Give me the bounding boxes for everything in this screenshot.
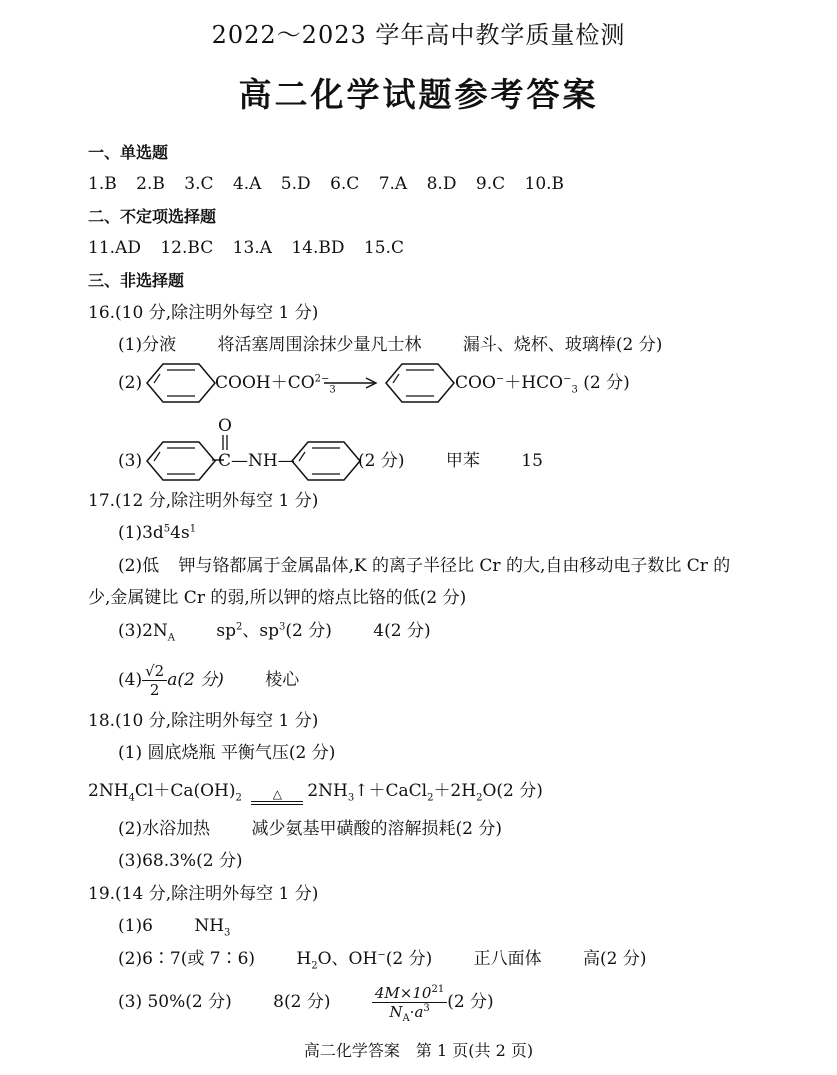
heat-equals-icon xyxy=(247,789,307,805)
q17-p1-config-b: 4s xyxy=(170,523,190,543)
q17-heading: 17.(12 分,除注明外每空 1 分) xyxy=(88,491,319,511)
q17-p3-answer: (3)2N xyxy=(118,621,168,641)
reaction-arrow-icon xyxy=(322,376,380,390)
q17-p3-count: 4(2 分) xyxy=(373,621,431,641)
q17-p3-sub: A xyxy=(167,632,176,644)
q18-p2-answer: (2)水浴加热 xyxy=(118,819,211,839)
answer-15: 15.C xyxy=(363,238,404,258)
q17-part3: $(3)2N_A$ $sp^2$、$sp^3(2$ 分) 4(2 分) xyxy=(118,621,431,644)
answer-2: 2.B xyxy=(136,174,165,194)
answer-9: 9.C xyxy=(475,174,506,194)
amide-fragment: C—NH— xyxy=(218,451,295,471)
q16-p3-number: 15 xyxy=(521,451,543,471)
exam-header: 2022～2023 学年高中教学质量检测 xyxy=(211,21,626,49)
q18-part3: (3)68.3%(2 分) xyxy=(118,851,243,871)
q17-p1-sup: 5 xyxy=(163,523,171,535)
eq-o-score: O(2 分) xyxy=(482,781,543,801)
q17-part4 xyxy=(118,660,299,700)
heat-triangle-icon: △ xyxy=(272,787,282,801)
eq-h2: ＋2H xyxy=(433,781,477,801)
q19-p2-h: H xyxy=(296,949,312,969)
q17-part1 xyxy=(118,522,196,544)
q19-p2-ligands: O、OH xyxy=(317,949,378,969)
eq-nh4: 2NH xyxy=(88,781,129,801)
q16-p2-label: (2) xyxy=(118,373,143,393)
q17-p2-answer: (2)低 xyxy=(118,556,160,576)
q18-equation: $2NH_4Cl+Ca(OH)_2$ △ $2NH_3↑+CaCl_2+2H_2O(2$ 分) xyxy=(88,781,543,804)
benzene-ring-icon xyxy=(145,362,217,404)
answer-13: 13.A xyxy=(232,238,272,258)
page-footer: 高二化学答案 第 1 页(共 2 页) xyxy=(303,1041,534,1060)
answer-14: 14.BD xyxy=(291,238,345,258)
q16-p1-method: 将活塞周围涂抹少量凡士林 xyxy=(217,335,422,355)
q16-heading: 16.(10 分,除注明外每空 1 分) xyxy=(88,303,319,323)
eq-cacl: ↑＋CaCl xyxy=(354,781,428,801)
q16-p2-score: (2 分) xyxy=(583,373,630,393)
answer-4: 4.A xyxy=(232,174,262,194)
sqrt2-over-2-fraction xyxy=(142,662,167,699)
q19-part3 xyxy=(118,982,494,1022)
q19-part1: (1)6 $NH_3$ xyxy=(118,916,231,939)
q19-p2-score: (2 分) xyxy=(385,949,433,969)
q16-p3-rest xyxy=(358,450,543,472)
density-fraction xyxy=(372,984,447,1024)
q17-p1-sup-b: 1 xyxy=(189,523,197,535)
q17-p3-hybrid-b: 、sp xyxy=(242,621,280,641)
answer-3: 3.C xyxy=(184,174,214,194)
q16-p1-answer: (1)分液 xyxy=(118,335,177,355)
answer-6: 6.C xyxy=(330,174,360,194)
q16-oxygen: O xyxy=(218,416,232,436)
fraction-numerator: √2 xyxy=(142,662,167,681)
answer-1: 1.B xyxy=(88,174,117,194)
answer-5: 5.D xyxy=(280,174,311,194)
q19-part2: (2)6∶7(或 7∶6) $H_2O$、OH−(2 分) 正八面体 高(2 分) xyxy=(118,949,647,972)
q17-part2-cont: 少,金属键比 Cr 的弱,所以钾的熔点比铬的低(2 分) xyxy=(88,588,467,608)
q19-heading: 19.(14 分,除注明外每空 1 分) xyxy=(88,884,319,904)
q19-p3-percent: (3) 50%(2 分) xyxy=(118,992,232,1012)
answer-12: 12.BC xyxy=(160,238,214,258)
q17-p4-answer: a(2 分) xyxy=(167,670,224,690)
q19-p1-answer: (1)6 xyxy=(118,916,153,936)
q16-p3-solvent: 甲苯 xyxy=(445,451,480,471)
q17-p2-reason: 钾与铬都属于金属晶体,K 的离子半径比 Cr 的大,自由移动电子数比 Cr 的 xyxy=(178,556,731,576)
denominator-n: N xyxy=(389,1003,403,1021)
q16-p1-apparatus: 漏斗、烧杯、玻璃棒(2 分) xyxy=(462,335,663,355)
q16-reactant: $COOH+CO^{2-}_3$ xyxy=(215,373,336,396)
denominator-a: ·a xyxy=(409,1003,424,1021)
q19-p2-shape: 正八面体 xyxy=(473,949,542,969)
section-heading-2: 二、不定项选择题 xyxy=(88,207,217,226)
q17-p4-position: 棱心 xyxy=(265,670,300,690)
q18-heading: 18.(10 分,除注明外每空 1 分) xyxy=(88,711,319,731)
mc-answers-1 xyxy=(88,173,564,195)
benzene-ring-icon xyxy=(290,440,362,482)
q16-carbon: C xyxy=(218,451,232,471)
answer-8: 8.D xyxy=(426,174,457,194)
q16-p3-label: (3) xyxy=(118,451,143,471)
q19-p3-count: 8(2 分) xyxy=(273,992,331,1012)
fraction-numerator xyxy=(372,984,447,1003)
q16-product: $COO^-+HCO^-_3$ (2 分) xyxy=(455,373,630,396)
q16-coo-text: COO xyxy=(455,373,496,393)
benzene-ring-icon xyxy=(384,362,456,404)
q17-p3-hybrid: sp xyxy=(216,621,237,641)
answer-7: 7.A xyxy=(378,174,408,194)
q17-p3-score: (2 分) xyxy=(285,621,332,641)
q17-p4-label: (4) xyxy=(118,670,143,690)
mc-answers-2 xyxy=(88,237,404,259)
q16-nh: NH xyxy=(248,451,278,471)
section-heading-3: 三、非选择题 xyxy=(88,271,185,290)
q18-p2-reason: 减少氨基甲磺酸的溶解损耗(2 分) xyxy=(251,819,502,839)
q18-part2 xyxy=(118,818,502,840)
q19-p3-score: (2 分) xyxy=(447,992,494,1012)
answer-11: 11.AD xyxy=(88,238,141,258)
fraction-denominator: $N_A\cdot a^3$ xyxy=(389,1003,430,1024)
q19-p2-ratio: (2)6∶7(或 7∶6) xyxy=(118,949,256,969)
benzene-ring-icon xyxy=(145,440,217,482)
answer-10: 10.B xyxy=(524,174,565,194)
q17-part2 xyxy=(118,555,730,577)
numerator-text: 4M×10 xyxy=(374,984,432,1002)
numerator-exponent: 21 xyxy=(431,984,445,995)
q19-p2-level: 高(2 分) xyxy=(583,949,647,969)
q17-p1-config: (1)3d xyxy=(118,523,164,543)
section-heading-1: 一、单选题 xyxy=(88,143,169,162)
denominator-sub: A xyxy=(402,1013,410,1024)
q16-cooh-text: COOH＋CO xyxy=(215,373,315,393)
eq-nh3: 2NH xyxy=(307,781,348,801)
q16-part1 xyxy=(118,334,662,356)
fraction-denominator: 2 xyxy=(149,681,160,699)
q16-p3-score: (2 分) xyxy=(358,451,405,471)
q18-part1: (1) 圆底烧瓶 平衡气压(2 分) xyxy=(118,743,336,763)
q19-p1-molecule: NH xyxy=(194,916,225,936)
document-title: 高二化学试题参考答案 xyxy=(238,75,599,114)
q16-hco-text: ＋HCO xyxy=(504,373,564,393)
eq-caoh: Cl＋Ca(OH) xyxy=(134,781,236,801)
